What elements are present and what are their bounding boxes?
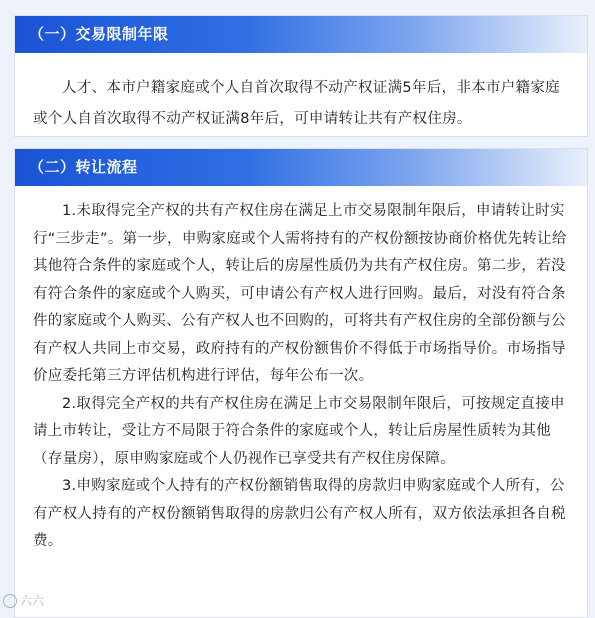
paragraph: 2.取得完全产权的共有产权住房在满足上市交易限制年限后，可按规定直接申请上市转让，受让方不局限于符合条件的家庭或个人，转让后房屋性质转为其他（存量房），原申购家庭或个人仍视作已享受共有产权住房保障。 bbox=[33, 395, 565, 467]
section-body bbox=[15, 186, 587, 556]
section-title: （二）转让流程 bbox=[15, 149, 587, 186]
section-trade-limit-years bbox=[14, 15, 588, 137]
paragraph: 人才、本市户籍家庭或个人自首次取得不动产权证满5年后，非本市户籍家庭或个人自首次取得不动产权证满8年后，可申请转让共有产权住房。 bbox=[33, 80, 560, 127]
paragraph: 1.未取得完全产权的共有产权住房在满足上市交易限制年限后，申请转让时实行“三步走”。第一步，申购家庭或个人需将持有的产权份额按协商价格优先转让给其他符合条件的家庭或个人，转让后的房屋性质仍为共有产权住房。第二步，若没有符合条件的家庭或个人购买，可申请公有产权人进行回购。最后，对没有符合条件的家庭或个人购买、公有产权人也不回购的，可将共有产权住房的全部份额与公有产权人共同上市交易，政府持有的产权份额售价不得低于市场指导价。市场指导价应委托第三方评估机构进行评估，每年公布一次。 bbox=[33, 203, 567, 384]
watermark-logo-icon bbox=[3, 594, 17, 608]
section-body bbox=[15, 53, 587, 135]
section-transfer-process bbox=[14, 148, 588, 618]
paragraph: 3.申购家庭或个人持有的产权份额销售取得的房款归申购家庭或个人所有，公有产权人持有的产权份额销售取得的房款归公有产权人所有，双方依法承担各自税费。 bbox=[33, 478, 566, 549]
watermark-text: 六六 bbox=[20, 594, 45, 608]
watermark bbox=[3, 592, 44, 609]
section-title: （一）交易限制年限 bbox=[15, 16, 587, 53]
